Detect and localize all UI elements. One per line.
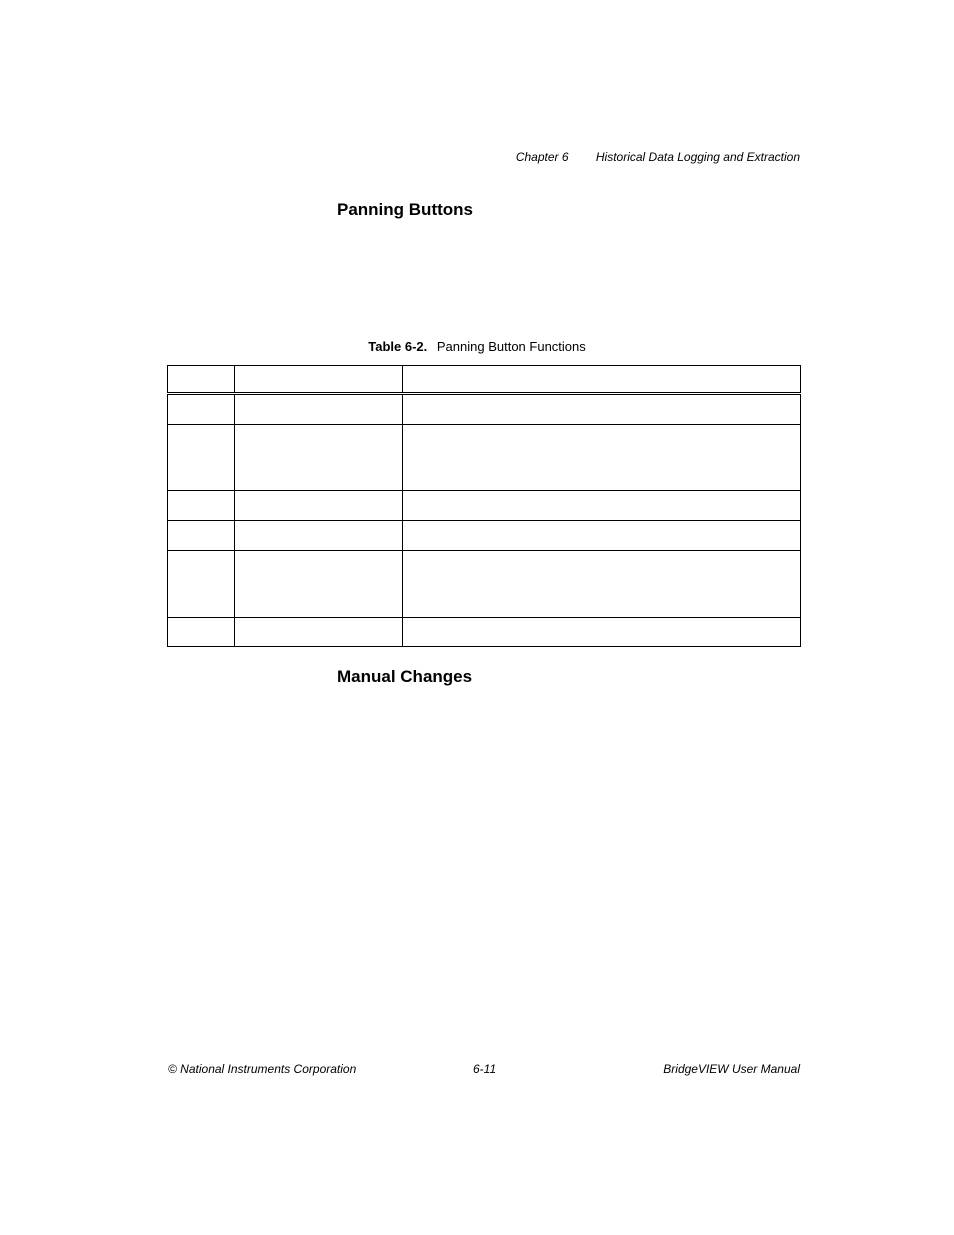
section-heading-panning-buttons: Panning Buttons — [337, 200, 473, 219]
table-row — [168, 618, 801, 647]
chapter-title: Historical Data Logging and Extraction — [595, 150, 800, 164]
chapter-label: Chapter 6 — [515, 150, 569, 164]
footer-copyright: © National Instruments Corporation — [168, 1062, 357, 1076]
table-cell — [168, 366, 235, 394]
table-cell — [235, 521, 403, 551]
table-caption — [0, 339, 954, 354]
table-cell — [235, 425, 403, 491]
table-header-row — [168, 366, 801, 394]
table-cell — [168, 551, 235, 618]
table-row — [168, 425, 801, 491]
panning-button-functions-table — [167, 365, 801, 647]
table-cell — [235, 366, 403, 394]
table-cell — [168, 618, 235, 647]
footer-manual-title: BridgeVIEW User Manual — [663, 1062, 800, 1076]
running-head — [516, 150, 800, 164]
table-cell — [403, 366, 801, 394]
table-cell — [168, 491, 235, 521]
table-cell — [403, 491, 801, 521]
table-caption-title: Panning Button Functions — [436, 339, 586, 354]
section-heading-manual-changes: Manual Changes — [337, 667, 473, 686]
table-cell — [403, 551, 801, 618]
table-cell — [235, 394, 403, 425]
table-row — [168, 491, 801, 521]
table-row — [168, 394, 801, 425]
table-cell — [168, 425, 235, 491]
table-cell — [403, 425, 801, 491]
table-cell — [168, 394, 235, 425]
table-cell — [403, 521, 801, 551]
table-cell — [403, 394, 801, 425]
footer-page-number: 6-11 — [473, 1062, 497, 1076]
table-cell — [235, 551, 403, 618]
table-row — [168, 551, 801, 618]
table-cell — [235, 618, 403, 647]
table-caption-label: Table 6-2. — [368, 339, 428, 354]
table-row — [168, 521, 801, 551]
table-cell — [235, 491, 403, 521]
table-cell — [403, 618, 801, 647]
table-cell — [168, 521, 235, 551]
